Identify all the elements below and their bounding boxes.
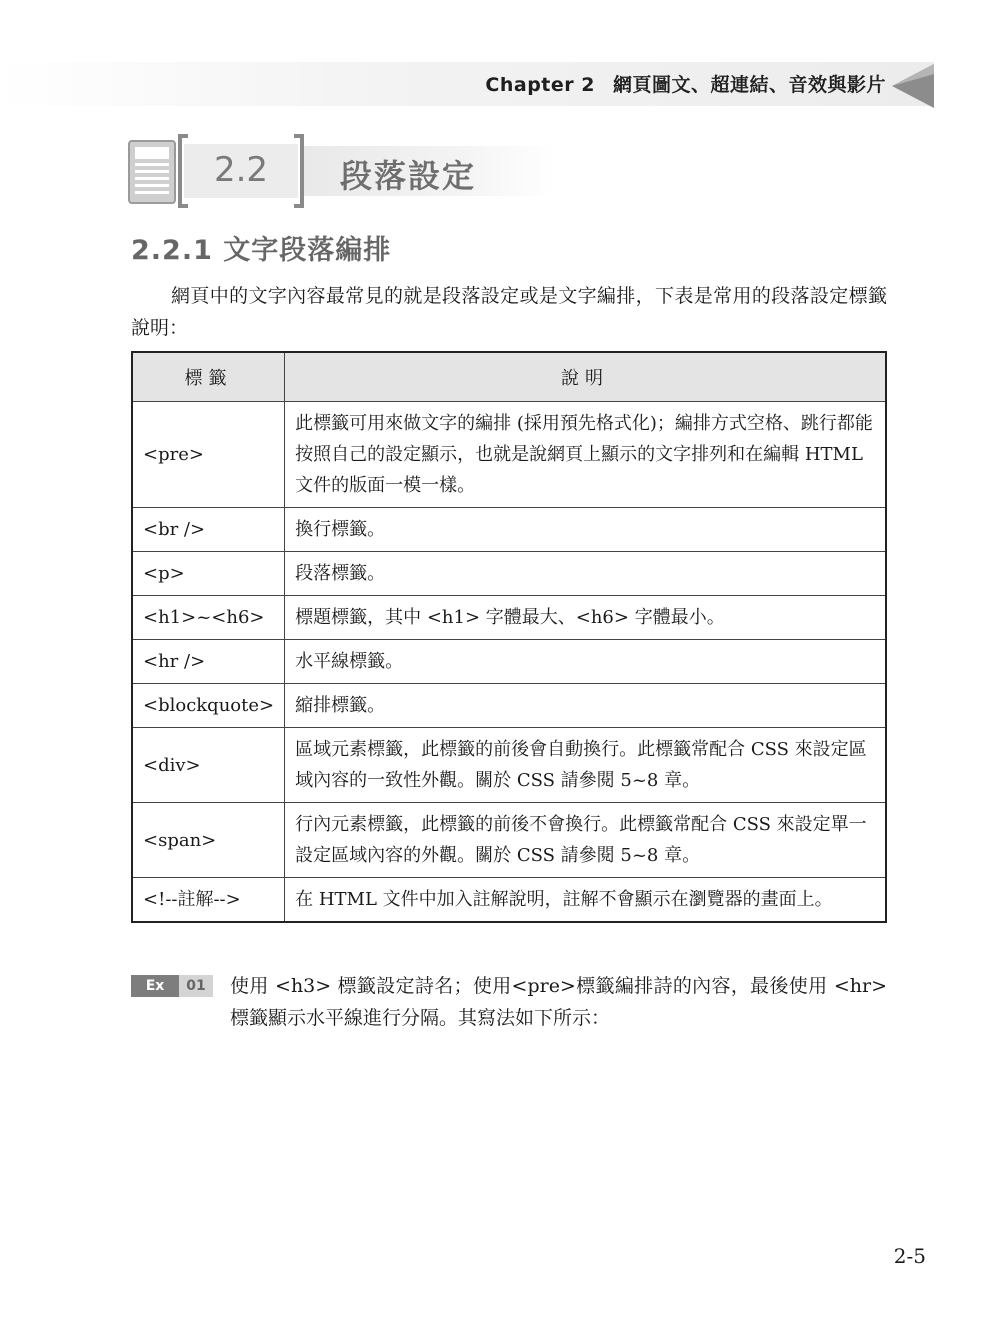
section-title: 段落設定 — [340, 157, 477, 195]
description-cell: 縮排標籤。 — [285, 684, 886, 728]
chapter-title: 網頁圖文、超連結、音效與影片 — [612, 74, 886, 96]
example-number: 01 — [179, 975, 213, 997]
description-cell: 換行標籤。 — [285, 508, 886, 552]
page-number: 2-5 — [893, 1244, 926, 1268]
table-row — [132, 596, 886, 640]
example-text: 使用 <h3> 標籤設定詩名；使用<pre>標籤編排詩的內容，最後使用 <hr> 標籤顯示水平線進行分隔。其寫法如下所示： — [230, 975, 887, 1029]
table-row — [132, 803, 886, 878]
example-label: Ex — [131, 975, 179, 997]
table-header-row — [132, 352, 886, 402]
tag-cell: <pre> — [132, 402, 285, 508]
tag-cell: <blockquote> — [132, 684, 285, 728]
tag-cell: <div> — [132, 728, 285, 803]
table-row — [132, 508, 886, 552]
table-row — [132, 728, 886, 803]
header-description: 說明 — [285, 352, 886, 402]
section-number: 2.2 — [213, 150, 269, 190]
description-cell: 在 HTML 文件中加入註解說明，註解不會顯示在瀏覽器的畫面上。 — [285, 878, 886, 923]
table-row — [132, 402, 886, 508]
corner-triangle-decoration — [892, 64, 934, 108]
description-cell: 行內元素標籤，此標籤的前後不會換行。此標籤常配合 CSS 來設定單一設定區域內容的外觀。關於 CSS 請參閱 5~8 章。 — [285, 803, 886, 878]
intro-paragraph: 網頁中的文字內容最常見的就是段落設定或是文字編排，下表是常用的段落設定標籤說明： — [131, 285, 887, 339]
description-cell: 水平線標籤。 — [285, 640, 886, 684]
chapter-label: Chapter 2 — [485, 74, 595, 96]
book-icon — [128, 140, 176, 204]
example-badge — [131, 975, 213, 997]
tag-cell: <p> — [132, 552, 285, 596]
description-cell: 區域元素標籤，此標籤的前後會自動換行。此標籤常配合 CSS 來設定區域內容的一致性外觀。關於 CSS 請參閱 5~8 章。 — [285, 728, 886, 803]
table-row — [132, 684, 886, 728]
description-cell: 此標籤可用來做文字的編排 (採用預先格式化)；編排方式空格、跳行都能按照自己的設定顯示，也就是說網頁上顯示的文字排列和在編輯 HTML 文件的版面一模一樣。 — [285, 402, 886, 508]
table-row — [132, 640, 886, 684]
subsection-title: 2.2.1 文字段落編排 — [131, 235, 392, 266]
table-row — [132, 878, 886, 923]
tag-cell: <!--註解--> — [132, 878, 285, 923]
paragraph-tags-table — [131, 351, 887, 923]
tag-cell: <span> — [132, 803, 285, 878]
tag-cell: <h1>~<h6> — [132, 596, 285, 640]
tag-cell: <br /> — [132, 508, 285, 552]
description-cell: 段落標籤。 — [285, 552, 886, 596]
running-header — [485, 70, 886, 97]
tag-cell: <hr /> — [132, 640, 285, 684]
description-cell: 標題標籤，其中 <h1> 字體最大、<h6> 字體最小。 — [285, 596, 886, 640]
header-tag: 標籤 — [132, 352, 285, 402]
table-row — [132, 552, 886, 596]
